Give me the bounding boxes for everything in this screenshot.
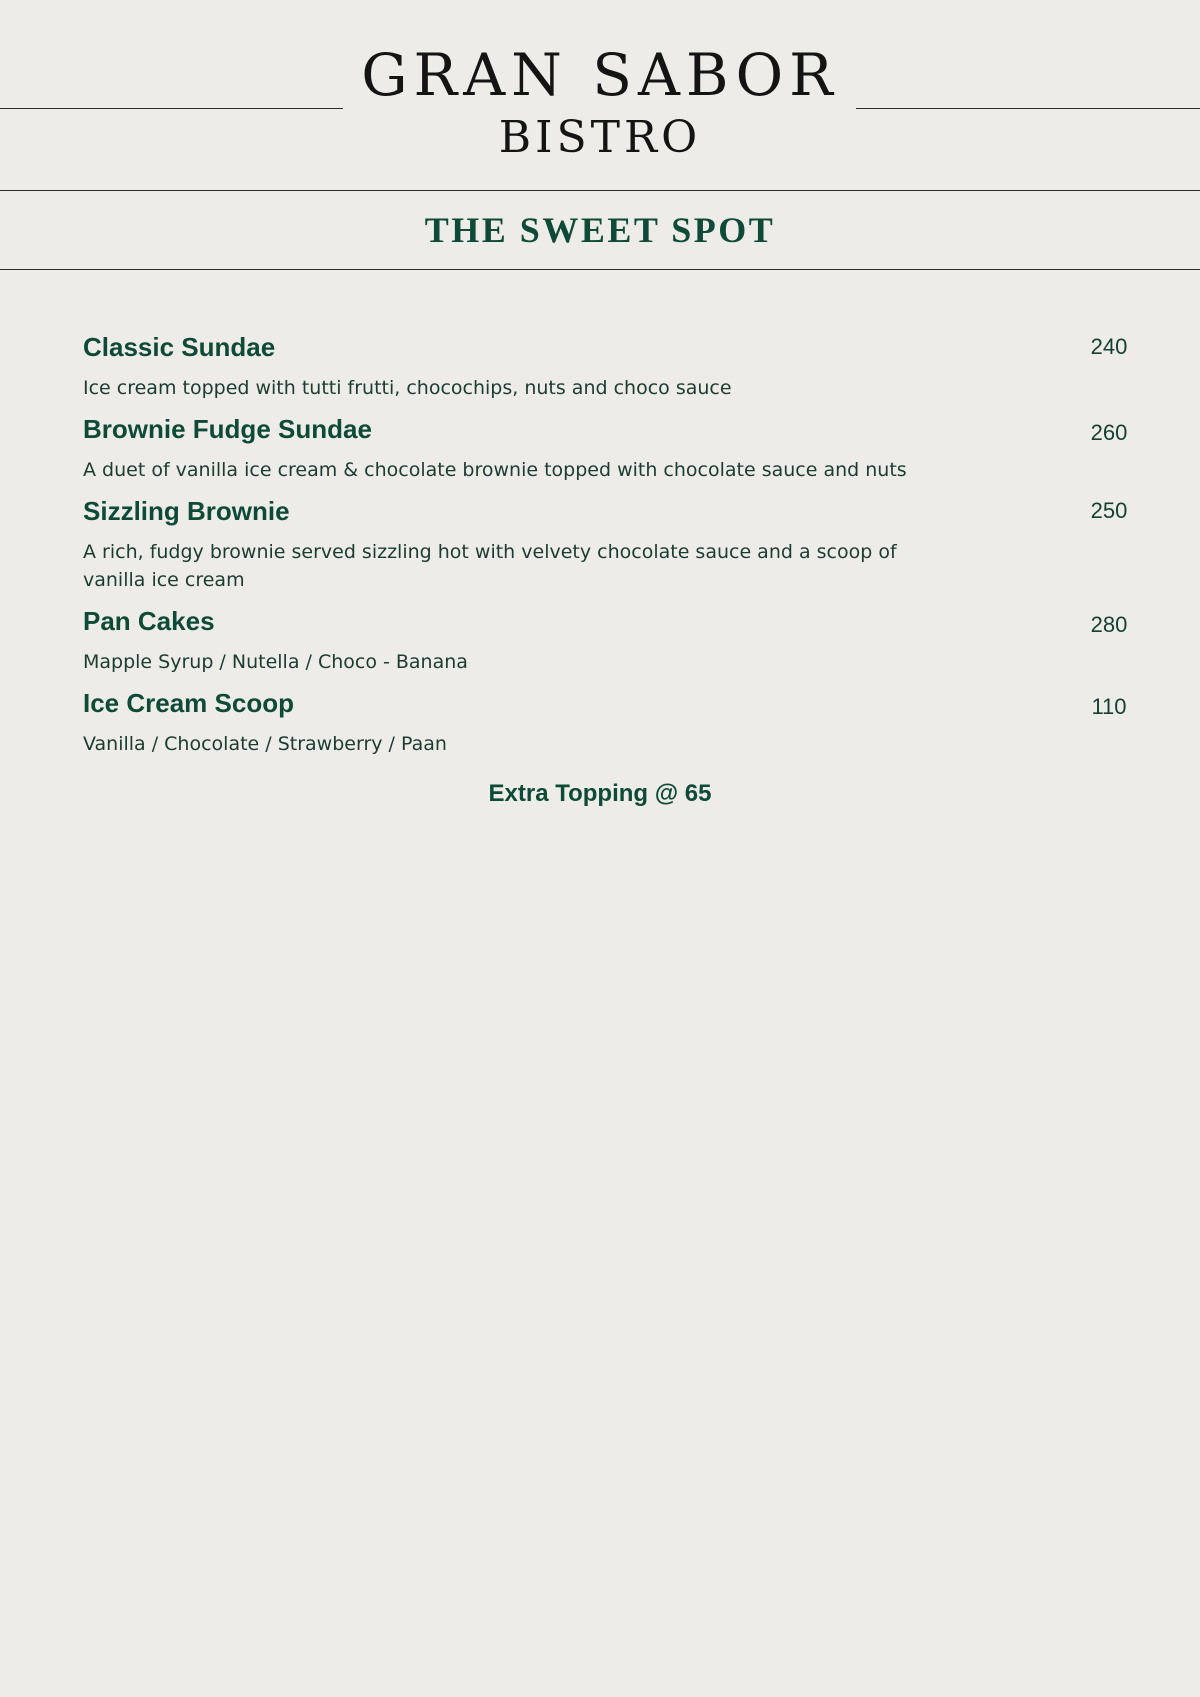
item-name: Pan Cakes	[83, 606, 215, 636]
item-description: Mapple Syrup / Nutella / Choco - Banana	[83, 651, 468, 673]
item-description: Ice cream topped with tutti frutti, chocochips, nuts and choco sauce	[83, 377, 732, 399]
menu-item	[83, 322, 1128, 402]
item-description: Vanilla / Chocolate / Strawberry / Paan	[83, 733, 447, 755]
menu-item	[83, 596, 1128, 676]
item-price: 240	[1090, 334, 1128, 359]
menu-item	[83, 678, 1127, 758]
menu-item	[83, 404, 1128, 484]
brand-subtitle: BISTRO	[498, 112, 702, 163]
item-name: Brownie Fudge Sundae	[83, 414, 372, 444]
item-name: Ice Cream Scoop	[83, 688, 294, 718]
item-name: Classic Sundae	[83, 332, 276, 362]
section-rule-bottom	[0, 269, 1200, 270]
item-description: A rich, fudgy brownie served sizzling hot with velvety chocolate sauce and a scoop of vanilla ice cream	[83, 541, 897, 591]
item-price: 110	[1091, 694, 1127, 719]
section-rule-top	[0, 190, 1200, 191]
extra-topping-note: Extra Topping @ 65	[488, 780, 712, 807]
item-name: Sizzling Brownie	[83, 496, 290, 526]
menu-list	[83, 322, 1128, 758]
section-title: THE SWEET SPOT	[424, 210, 776, 250]
item-price: 250	[1090, 498, 1128, 523]
item-price: 260	[1090, 420, 1128, 445]
item-description: A duet of vanilla ice cream & chocolate brownie topped with chocolate sauce and nuts	[83, 459, 907, 481]
item-price: 280	[1090, 612, 1128, 637]
menu-item	[83, 486, 1128, 594]
brand-name: GRAN SABOR	[361, 41, 839, 109]
